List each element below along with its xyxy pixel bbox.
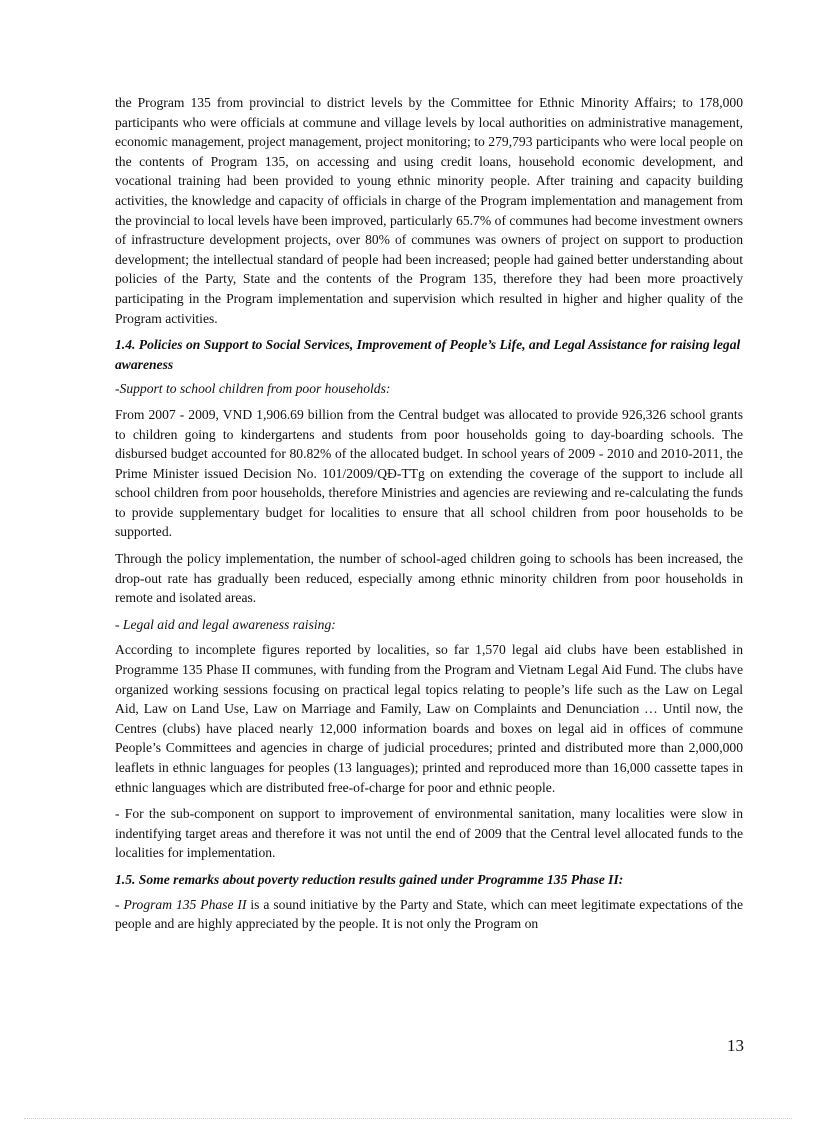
paragraph-legal-aid: According to incomplete figures reported by localities, so far 1,570 legal aid clubs have been established in Programme 135 Phase II communes, with funding from the Program and Vietnam Legal Aid Fund. The clubs have organized working sessions focusing on practical legal topics relating to people’s life such as the Law on Legal Aid, Law on Land Use, Law on Marriage and Family, Law on Complaints and Denunciation … Until now, the Centres (clubs) have placed nearly 12,000 information boards and boxes on legal aid in offices of commune People’s Committees and agencies in charge of judicial procedures; printed and distributed more than 2,000,000 leaflets in ethnic languages for peoples (13 languages); printed and reproduced more than 16,000 cassette tapes in ethnic languages which are distributed free-of-charge for poor and ethnic people. [115,642,743,795]
paragraph-policy-outcomes: Through the policy implementation, the number of school-aged children going to schools has been increased, the drop-out rate has gradually been reduced, especially among ethnic minority children from poor households in remote and isolated areas. [115,551,743,606]
subheading-school-support: -Support to school children from poor households: [115,381,391,397]
text-column [115,93,743,941]
paragraph-training-results: the Program 135 from provincial to district levels by the Committee for Ethnic Minority Affairs; to 178,000 participants who were officials at commune and village levels by local authorities on administrative management, economic management, project management, project monitoring; to 279,793 participants who were local people on the contents of Program 135, on accessing and using credit loans, household economic development, and vocational training had been provided to young ethnic minority people. After training and capacity building activities, the knowledge and capacity of officials in charge of the Program implementation and management from the provincial to local levels have been improved, particularly 65.7% of communes had become investment owners of infrastructure development projects, over 80% of communes was owners of project on support to production development; the intellectual standard of people had been increased; people had gained better understanding about policies of the Party, State and the contents of the Program 135, therefore they had been more proactively participating in the Program implementation and supervision which resulted in higher and higher quality of the Program activities. [115,95,743,326]
section-heading-1-5: 1.5. Some remarks about poverty reduction results gained under Programme 135 Phase II: [115,871,624,887]
paragraph-remarks-text: is a sound initiative by the Party and State, which can meet legitimate expectations of the people and are highly appreciated by the people. It is not only the Program on [115,896,744,932]
paragraph-school-grants: From 2007 - 2009, VND 1,906.69 billion from the Central budget was allocated to provide 926,326 school grants to children going to kindergartens and students from poor households going to day-boarding schools. The disbursed budget accounted for 80.82% of the allocated budget. In school years of 2009 - 2010 and 2010-2011, the Prime Minister issued Decision No. 101/2009/QĐ-TTg on extending the coverage of the support to include all school children from poor households, therefore Ministries and agencies are reviewing and re-calculating the funds to provide supplementary budget for localities to ensure that all school children from poor households to be supported. [115,406,743,540]
section-heading-1-4: 1.4. Policies on Support to Social Services, Improvement of People’s Life, and Legal Assistance for raising legal awareness [115,337,741,372]
paragraph-sanitation: - For the sub-component on support to improvement of environmental sanitation, many localities were slow in indentifying target areas and therefore it was not until the end of 2009 that the Central level allocated funds to the localities for implementation. [115,806,743,861]
program-name-italic: - Program 135 Phase II [115,896,247,912]
page-number: 13 [727,1036,744,1055]
subheading-legal-aid: - Legal aid and legal awareness raising: [115,616,336,632]
page-bottom-rule [24,1118,792,1119]
paragraph-program-remarks [115,895,743,934]
